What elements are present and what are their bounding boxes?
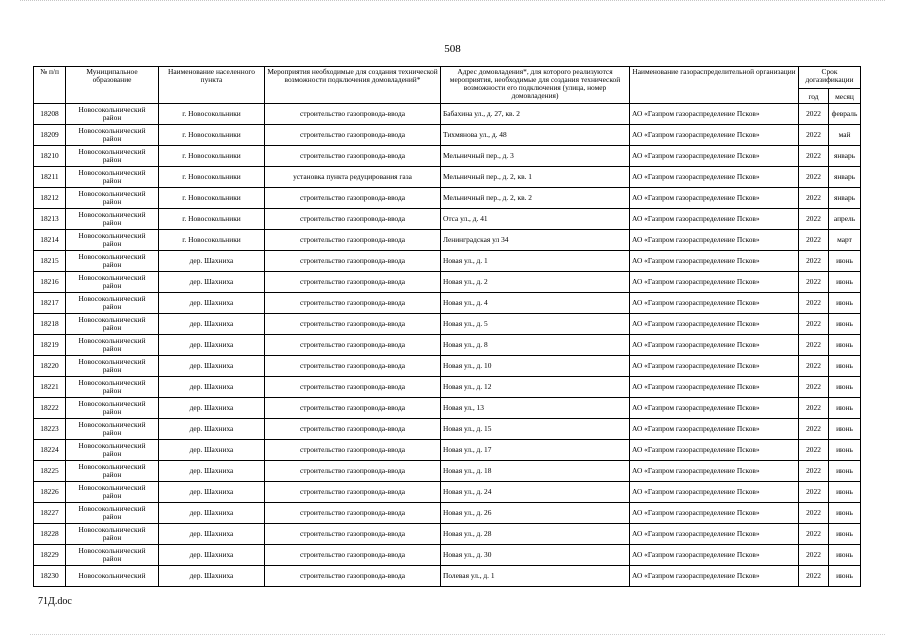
municipality-line-1: Новосокольнический (78, 147, 146, 156)
cell-month: июнь (829, 377, 861, 398)
cell-measure: строительство газопровода-ввода (265, 356, 441, 377)
municipality-line-2: район (102, 344, 122, 353)
table-row (34, 146, 861, 167)
cell-num: 18218 (34, 314, 66, 335)
cell-municipality (66, 209, 159, 230)
cell-settlement: дер. Шахниха (159, 524, 265, 545)
table-row (34, 461, 861, 482)
cell-num: 18215 (34, 251, 66, 272)
cell-year: 2022 (799, 230, 829, 251)
cell-num: 18208 (34, 104, 66, 125)
cell-settlement: дер. Шахниха (159, 461, 265, 482)
table-row (34, 167, 861, 188)
cell-month: июнь (829, 335, 861, 356)
cell-year: 2022 (799, 104, 829, 125)
cell-num: 18222 (34, 398, 66, 419)
cell-num: 18219 (34, 335, 66, 356)
table-row (34, 188, 861, 209)
table-row (34, 209, 861, 230)
cell-address: Новая ул., д. 24 (441, 482, 630, 503)
header-num: № п/п (34, 67, 66, 104)
municipality-line-2: район (102, 239, 122, 248)
cell-org: АО «Газпром газораспределение Псков» (630, 272, 799, 293)
municipality-line-1: Новосокольнический (78, 525, 146, 534)
cell-year: 2022 (799, 419, 829, 440)
cell-measure: строительство газопровода-ввода (265, 377, 441, 398)
municipality-line-2: район (102, 134, 122, 143)
cell-address: Мельничный пер., д. 3 (441, 146, 630, 167)
cell-municipality (66, 293, 159, 314)
municipality-line-2: район (102, 218, 122, 227)
cell-num: 18230 (34, 566, 66, 587)
cell-num: 18224 (34, 440, 66, 461)
municipality-line-1: Новосокольнический (78, 483, 146, 492)
cell-year: 2022 (799, 377, 829, 398)
cell-num: 18212 (34, 188, 66, 209)
municipality-line-1: Новосокольнический (78, 336, 146, 345)
header-measures: Мероприятия необходимые для создания технической возможности подключения домовладений* (265, 67, 441, 104)
cell-settlement: дер. Шахниха (159, 398, 265, 419)
cell-municipality (66, 398, 159, 419)
municipality-line-1: Новосокольнический (78, 504, 146, 513)
table-row (34, 251, 861, 272)
cell-num: 18209 (34, 125, 66, 146)
cell-num: 18229 (34, 545, 66, 566)
cell-municipality (66, 230, 159, 251)
municipality-line-2: район (102, 533, 122, 542)
cell-month: июнь (829, 314, 861, 335)
cell-num: 18214 (34, 230, 66, 251)
cell-month: январь (829, 146, 861, 167)
cell-measure: строительство газопровода-ввода (265, 230, 441, 251)
table-row (34, 293, 861, 314)
cell-num: 18226 (34, 482, 66, 503)
gasification-table (33, 66, 861, 587)
municipality-line-1: Новосокольнический (78, 315, 146, 324)
cell-measure: строительство газопровода-ввода (265, 125, 441, 146)
cell-measure: строительство газопровода-ввода (265, 545, 441, 566)
municipality-line-2: район (102, 155, 122, 164)
cell-settlement: дер. Шахниха (159, 293, 265, 314)
cell-month: июнь (829, 251, 861, 272)
cell-measure: строительство газопровода-ввода (265, 524, 441, 545)
cell-settlement: дер. Шахниха (159, 482, 265, 503)
cell-month: июнь (829, 398, 861, 419)
cell-month: июнь (829, 293, 861, 314)
municipality-line-1: Новосокольнический (78, 378, 146, 387)
municipality-line-1: Новосокольнический (78, 210, 146, 219)
cell-year: 2022 (799, 146, 829, 167)
cell-month: июнь (829, 272, 861, 293)
cell-org: АО «Газпром газораспределение Псков» (630, 293, 799, 314)
cell-address: Новая ул., д. 8 (441, 335, 630, 356)
cell-address: Новая ул., 13 (441, 398, 630, 419)
cell-measure: строительство газопровода-ввода (265, 398, 441, 419)
cell-year: 2022 (799, 167, 829, 188)
cell-month: июнь (829, 503, 861, 524)
header-year: год (799, 89, 829, 104)
cell-municipality (66, 167, 159, 188)
cell-address: Новая ул., д. 1 (441, 251, 630, 272)
table-row (34, 566, 861, 587)
cell-num: 18220 (34, 356, 66, 377)
cell-org: АО «Газпром газораспределение Псков» (630, 335, 799, 356)
municipality-line-1: Новосокольнический (78, 357, 146, 366)
table-row (34, 524, 861, 545)
cell-org: АО «Газпром газораспределение Псков» (630, 146, 799, 167)
cell-year: 2022 (799, 545, 829, 566)
cell-measure: строительство газопровода-ввода (265, 440, 441, 461)
cell-address: Отса ул., д. 41 (441, 209, 630, 230)
municipality-line-1: Новосокольнический (78, 420, 146, 429)
cell-settlement: г. Новосокольники (159, 188, 265, 209)
cell-year: 2022 (799, 125, 829, 146)
page-number: 508 (444, 43, 461, 55)
cell-settlement: г. Новосокольники (159, 167, 265, 188)
cell-settlement: дер. Шахниха (159, 335, 265, 356)
municipality-line-2: район (102, 281, 122, 290)
cell-org: АО «Газпром газораспределение Псков» (630, 482, 799, 503)
cell-year: 2022 (799, 461, 829, 482)
municipality-line-1: Новосокольнический (78, 462, 146, 471)
municipality-line-1: Новосокольнический (78, 571, 146, 580)
municipality-line-2: район (102, 386, 122, 395)
cell-address: Полевая ул., д. 1 (441, 566, 630, 587)
cell-num: 18221 (34, 377, 66, 398)
municipality-line-2: район (102, 512, 122, 521)
cell-org: АО «Газпром газораспределение Псков» (630, 125, 799, 146)
municipality-line-2: район (102, 302, 122, 311)
cell-municipality (66, 377, 159, 398)
cell-num: 18228 (34, 524, 66, 545)
scan-artifact-bottom (30, 634, 885, 638)
cell-year: 2022 (799, 251, 829, 272)
cell-municipality (66, 440, 159, 461)
table-row (34, 356, 861, 377)
cell-municipality (66, 566, 159, 587)
cell-address: Новая ул., д. 12 (441, 377, 630, 398)
table-row (34, 419, 861, 440)
municipality-line-1: Новосокольнический (78, 105, 146, 114)
cell-address: Бабахина ул., д. 27, кв. 2 (441, 104, 630, 125)
cell-year: 2022 (799, 314, 829, 335)
cell-measure: строительство газопровода-ввода (265, 482, 441, 503)
cell-month: май (829, 125, 861, 146)
cell-org: АО «Газпром газораспределение Псков» (630, 440, 799, 461)
cell-year: 2022 (799, 482, 829, 503)
cell-municipality (66, 524, 159, 545)
cell-num: 18213 (34, 209, 66, 230)
cell-month: июнь (829, 419, 861, 440)
cell-year: 2022 (799, 209, 829, 230)
scan-artifact-top (20, 0, 885, 4)
table-row (34, 230, 861, 251)
cell-measure: строительство газопровода-ввода (265, 314, 441, 335)
cell-address: Новая ул., д. 15 (441, 419, 630, 440)
cell-num: 18225 (34, 461, 66, 482)
municipality-line-2: район (102, 113, 122, 122)
cell-month: июнь (829, 524, 861, 545)
table-row (34, 335, 861, 356)
municipality-line-2: район (102, 470, 122, 479)
cell-measure: строительство газопровода-ввода (265, 209, 441, 230)
cell-address: Новая ул., д. 2 (441, 272, 630, 293)
cell-measure: строительство газопровода-ввода (265, 293, 441, 314)
cell-municipality (66, 419, 159, 440)
cell-month: январь (829, 167, 861, 188)
cell-month: июнь (829, 566, 861, 587)
cell-settlement: дер. Шахниха (159, 251, 265, 272)
cell-municipality (66, 461, 159, 482)
cell-month: июнь (829, 461, 861, 482)
cell-municipality (66, 356, 159, 377)
table-row (34, 398, 861, 419)
header-month: месяц (829, 89, 861, 104)
table-row (34, 272, 861, 293)
cell-org: АО «Газпром газораспределение Псков» (630, 503, 799, 524)
cell-year: 2022 (799, 335, 829, 356)
table-row (34, 104, 861, 125)
cell-org: АО «Газпром газораспределение Псков» (630, 419, 799, 440)
municipality-line-1: Новосокольнический (78, 126, 146, 135)
table-row (34, 503, 861, 524)
cell-measure: строительство газопровода-ввода (265, 461, 441, 482)
cell-municipality (66, 125, 159, 146)
cell-measure: строительство газопровода-ввода (265, 188, 441, 209)
cell-municipality (66, 482, 159, 503)
cell-year: 2022 (799, 503, 829, 524)
cell-num: 18217 (34, 293, 66, 314)
municipality-line-1: Новосокольнический (78, 168, 146, 177)
cell-num: 18216 (34, 272, 66, 293)
cell-settlement: дер. Шахниха (159, 377, 265, 398)
cell-year: 2022 (799, 356, 829, 377)
cell-org: АО «Газпром газораспределение Псков» (630, 104, 799, 125)
municipality-line-1: Новосокольнический (78, 441, 146, 450)
cell-settlement: дер. Шахниха (159, 566, 265, 587)
cell-year: 2022 (799, 188, 829, 209)
cell-measure: строительство газопровода-ввода (265, 251, 441, 272)
cell-settlement: дер. Шахниха (159, 440, 265, 461)
cell-address: Новая ул., д. 4 (441, 293, 630, 314)
header-settlement: Наименование населенного пункта (159, 67, 265, 104)
municipality-line-2: район (102, 407, 122, 416)
cell-org: АО «Газпром газораспределение Псков» (630, 545, 799, 566)
cell-org: АО «Газпром газораспределение Псков» (630, 188, 799, 209)
cell-org: АО «Газпром газораспределение Псков» (630, 167, 799, 188)
cell-org: АО «Газпром газораспределение Псков» (630, 356, 799, 377)
header-org: Наименование газораспределительной организации (630, 67, 799, 104)
cell-address: Новая ул., д. 30 (441, 545, 630, 566)
cell-year: 2022 (799, 293, 829, 314)
cell-address: Ленинградская ул 34 (441, 230, 630, 251)
municipality-line-2: район (102, 323, 122, 332)
municipality-line-2: район (102, 176, 122, 185)
municipality-line-1: Новосокольнический (78, 294, 146, 303)
cell-settlement: г. Новосокольники (159, 104, 265, 125)
cell-address: Тихмянова ул., д. 48 (441, 125, 630, 146)
cell-municipality (66, 188, 159, 209)
municipality-line-2: район (102, 449, 122, 458)
cell-org: АО «Газпром газораспределение Псков» (630, 398, 799, 419)
cell-year: 2022 (799, 566, 829, 587)
cell-org: АО «Газпром газораспределение Псков» (630, 209, 799, 230)
cell-address: Новая ул., д. 10 (441, 356, 630, 377)
cell-address: Новая ул., д. 17 (441, 440, 630, 461)
cell-municipality (66, 146, 159, 167)
cell-measure: установка пункта редуцирования газа (265, 167, 441, 188)
cell-settlement: г. Новосокольники (159, 209, 265, 230)
cell-settlement: дер. Шахниха (159, 314, 265, 335)
cell-measure: строительство газопровода-ввода (265, 104, 441, 125)
municipality-line-2: район (102, 260, 122, 269)
cell-measure: строительство газопровода-ввода (265, 566, 441, 587)
table-row (34, 314, 861, 335)
cell-num: 18227 (34, 503, 66, 524)
cell-measure: строительство газопровода-ввода (265, 272, 441, 293)
cell-num: 18223 (34, 419, 66, 440)
cell-month: июнь (829, 545, 861, 566)
cell-municipality (66, 272, 159, 293)
table-body (34, 104, 861, 587)
cell-year: 2022 (799, 398, 829, 419)
cell-address: Мельничный пер., д. 2, кв. 1 (441, 167, 630, 188)
cell-municipality (66, 335, 159, 356)
cell-month: март (829, 230, 861, 251)
cell-settlement: дер. Шахниха (159, 503, 265, 524)
cell-month: январь (829, 188, 861, 209)
cell-address: Новая ул., д. 5 (441, 314, 630, 335)
header-municipality: Муниципальное образование (66, 67, 159, 104)
table-row (34, 545, 861, 566)
table-row (34, 377, 861, 398)
cell-month: июнь (829, 440, 861, 461)
cell-settlement: г. Новосокольники (159, 230, 265, 251)
municipality-line-1: Новосокольнический (78, 546, 146, 555)
table-row (34, 482, 861, 503)
cell-org: АО «Газпром газораспределение Псков» (630, 377, 799, 398)
municipality-line-2: район (102, 365, 122, 374)
table-row (34, 125, 861, 146)
cell-measure: строительство газопровода-ввода (265, 503, 441, 524)
cell-settlement: дер. Шахниха (159, 356, 265, 377)
municipality-line-1: Новосокольнический (78, 189, 146, 198)
municipality-line-1: Новосокольнический (78, 252, 146, 261)
cell-municipality (66, 503, 159, 524)
cell-org: АО «Газпром газораспределение Псков» (630, 251, 799, 272)
cell-measure: строительство газопровода-ввода (265, 146, 441, 167)
cell-month: июнь (829, 482, 861, 503)
cell-org: АО «Газпром газораспределение Псков» (630, 314, 799, 335)
cell-municipality (66, 251, 159, 272)
cell-address: Мельничный пер., д. 2, кв. 2 (441, 188, 630, 209)
cell-org: АО «Газпром газораспределение Псков» (630, 230, 799, 251)
municipality-line-2: район (102, 491, 122, 500)
header-address: Адрес домовладения*, для которого реализуются мероприятия, необходимые для создания технической возможности его подключения (улица, номер домовладения) (441, 67, 630, 104)
cell-municipality (66, 545, 159, 566)
cell-settlement: г. Новосокольники (159, 146, 265, 167)
cell-org: АО «Газпром газораспределение Псков» (630, 566, 799, 587)
cell-num: 18211 (34, 167, 66, 188)
header-term: Срок догазификации (799, 67, 861, 89)
cell-org: АО «Газпром газораспределение Псков» (630, 461, 799, 482)
municipality-line-1: Новосокольнический (78, 273, 146, 282)
cell-month: апрель (829, 209, 861, 230)
cell-org: АО «Газпром газораспределение Псков» (630, 524, 799, 545)
cell-settlement: г. Новосокольники (159, 125, 265, 146)
cell-measure: строительство газопровода-ввода (265, 419, 441, 440)
cell-month: февраль (829, 104, 861, 125)
municipality-line-2: район (102, 197, 122, 206)
municipality-line-2: район (102, 428, 122, 437)
municipality-line-2: район (102, 554, 122, 563)
cell-settlement: дер. Шахниха (159, 419, 265, 440)
cell-settlement: дер. Шахниха (159, 545, 265, 566)
cell-num: 18210 (34, 146, 66, 167)
cell-year: 2022 (799, 524, 829, 545)
cell-municipality (66, 104, 159, 125)
cell-address: Новая ул., д. 26 (441, 503, 630, 524)
cell-year: 2022 (799, 440, 829, 461)
cell-settlement: дер. Шахниха (159, 272, 265, 293)
cell-measure: строительство газопровода-ввода (265, 335, 441, 356)
table-row (34, 440, 861, 461)
municipality-line-1: Новосокольнический (78, 231, 146, 240)
cell-address: Новая ул., д. 28 (441, 524, 630, 545)
cell-municipality (66, 314, 159, 335)
cell-month: июнь (829, 356, 861, 377)
cell-year: 2022 (799, 272, 829, 293)
file-name-footer: 71Д.doc (38, 596, 72, 607)
municipality-line-1: Новосокольнический (78, 399, 146, 408)
cell-address: Новая ул., д. 18 (441, 461, 630, 482)
